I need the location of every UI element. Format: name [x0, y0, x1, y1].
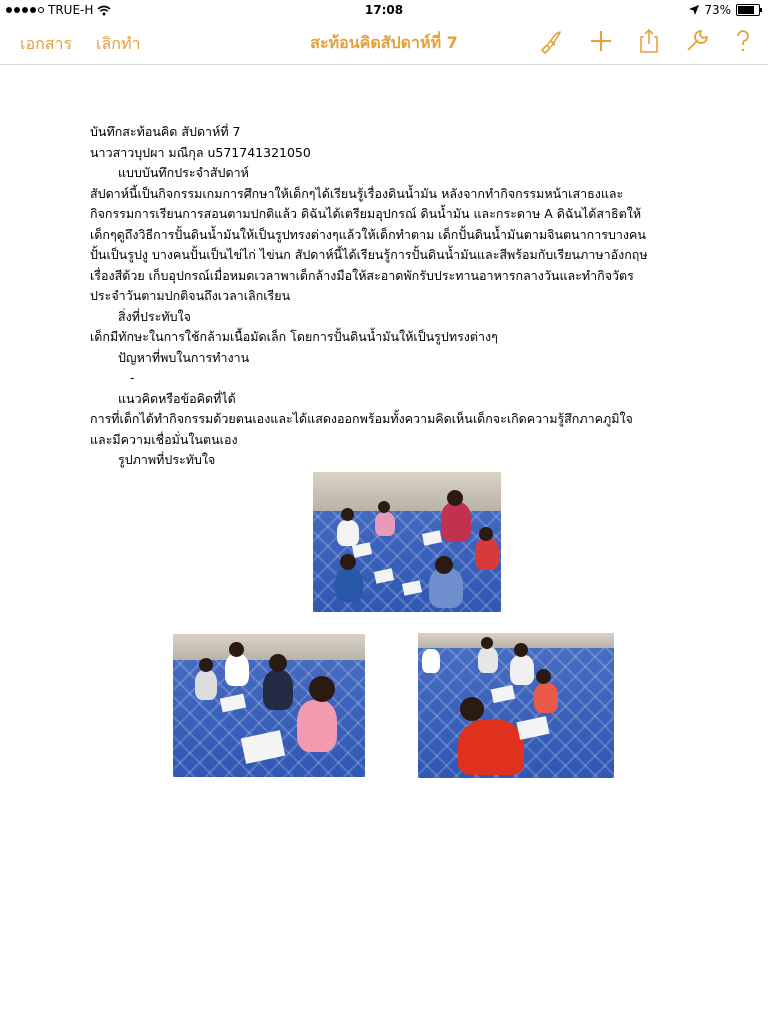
classroom-photo-2[interactable]: [173, 634, 365, 777]
doc-section-heading: สิ่งที่ประทับใจ: [118, 308, 191, 324]
doc-heading: บันทึกสะท้อนคิด สัปดาห์ที่ 7: [90, 124, 241, 139]
help-icon[interactable]: [730, 28, 756, 54]
document-body[interactable]: [90, 122, 690, 471]
carrier-label: TRUE-H: [48, 3, 94, 17]
share-icon[interactable]: [636, 28, 662, 54]
doc-paragraph-line: เด็กๆดูถึงวิธีการปั้นดินน้ำมันให้เป็นรูปทรงต่างๆแล้วให้เด็กทำตาม เด็กปั้นดินน้ำมันตามจินตนาการบางคน: [90, 226, 646, 242]
status-right: [689, 3, 760, 17]
plus-icon[interactable]: [588, 28, 614, 54]
toolbar: [0, 20, 768, 65]
doc-paragraph-line: เด็กมีทักษะในการใช้กล้ามเนื้อมัดเล็ก โดยการปั้นดินน้ำมันให้เป็นรูปทรงต่างๆ: [90, 329, 498, 344]
doc-section-heading: แบบบันทึกประจำสัปดาห์: [118, 165, 249, 180]
location-arrow-icon: [689, 5, 699, 15]
doc-paragraph-line: การที่เด็กได้ทำกิจกรรมด้วยตนเองและได้แสดงออกพร้อมทั้งความคิดเห็นเด็กจะเกิดความรู้สึกภาคภูมิใจ: [90, 411, 633, 426]
documents-button[interactable]: เอกสาร: [20, 34, 73, 53]
doc-paragraph-line: สัปดาห์นี้เป็นกิจกรรมเกมการศึกษาให้เด็กๆได้เรียนรู้เรื่องดินน้ำมัน หลังจากทำกิจกรรมหน้าเสาธงและ: [90, 185, 624, 201]
doc-paragraph-line: เรื่องสีด้วย เก็บอุปกรณ์เมื่อหมดเวลาพาเด็กล้างมือให้สะอาดพักรับประทานอาหารกลางวันและทำกิจวัตร: [90, 267, 634, 283]
doc-paragraph-line: ปั้นเป็นรูปงู บางคนปั้นเป็นไข่ไก่ ไข่นก สัปดาห์นี้ได้เรียนรู้การปั้นดินน้ำมันและสีพร้อมกับเรียนภาษาอังกฤษ: [90, 247, 648, 262]
status-time: 17:08: [364, 3, 404, 17]
paintbrush-icon[interactable]: [538, 28, 564, 54]
doc-paragraph-line: ประจำวันตามปกติจนถึงเวลาเลิกเรียน: [90, 288, 291, 303]
doc-section-heading: รูปภาพที่ประทับใจ: [118, 452, 216, 467]
classroom-photo-1[interactable]: [313, 472, 501, 612]
doc-author: นาวสาวบุปผา มณีกุล u571741321050: [90, 144, 311, 160]
doc-paragraph-line: และมีความเชื่อมั่นในตนเอง: [90, 431, 238, 447]
status-bar: [0, 0, 768, 20]
battery-percent: 73%: [704, 3, 731, 17]
classroom-photo-3[interactable]: [418, 633, 614, 778]
battery-icon: [736, 4, 760, 16]
document-title: สะท้อนคิดสัปดาห์ที่ 7: [310, 33, 458, 52]
undo-button[interactable]: เลิกทำ: [96, 34, 141, 53]
doc-section-heading: แนวคิดหรือข้อคิดที่ได้: [118, 390, 236, 406]
doc-paragraph-line: -: [130, 370, 135, 385]
doc-section-heading: ปัญหาที่พบในการทำงาน: [118, 349, 250, 365]
doc-paragraph-line: กิจกรรมการเรียนการสอนตามปกติแล้ว ดิฉันได้เตรียมอุปกรณ์ ดินน้ำมัน และกระดาษ A ดิฉันได้สาธิตให้: [90, 206, 642, 221]
wrench-icon[interactable]: [684, 28, 710, 54]
